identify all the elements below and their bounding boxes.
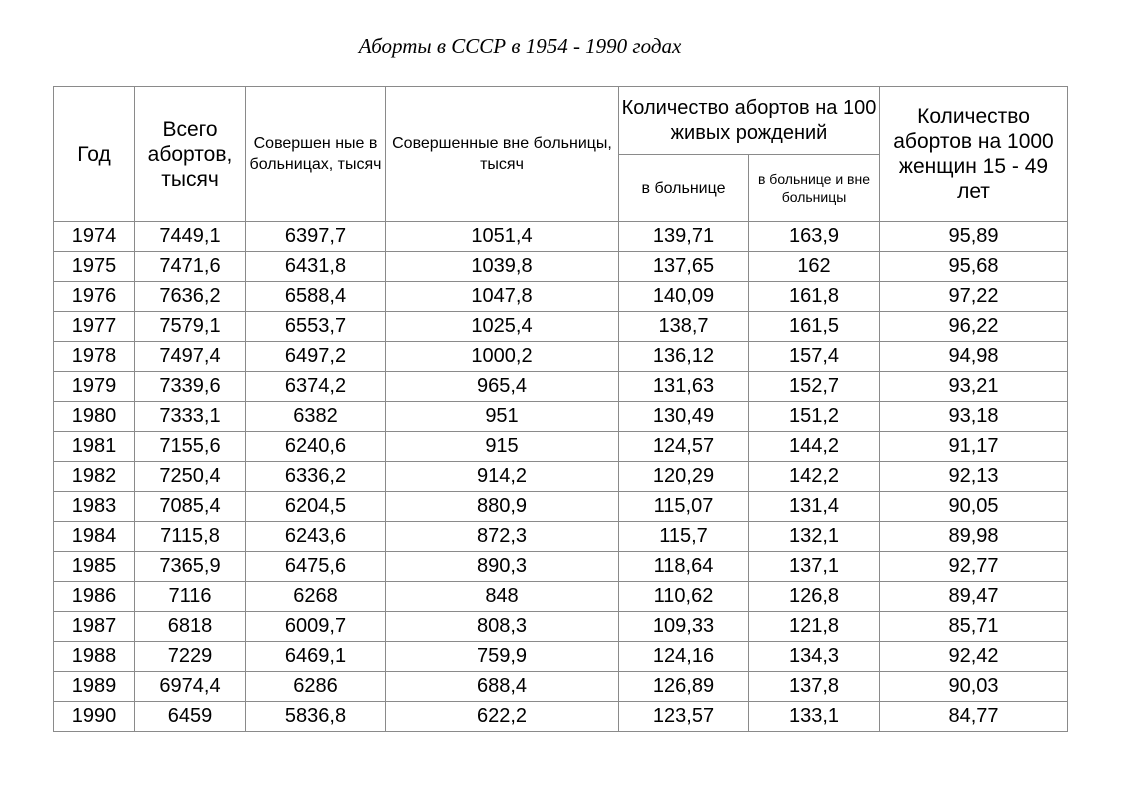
outside-hospital-cell: 808,3 <box>386 612 619 642</box>
per-1000-women-cell: 94,98 <box>880 342 1068 372</box>
per-100-in-and-out-cell: 162 <box>749 252 880 282</box>
outside-hospital-cell: 890,3 <box>386 552 619 582</box>
year-cell: 1974 <box>54 222 135 252</box>
per-100-in-and-out-cell: 121,8 <box>749 612 880 642</box>
per-1000-women-cell: 90,05 <box>880 492 1068 522</box>
in-hospital-cell: 5836,8 <box>246 702 386 732</box>
per-1000-women-cell: 95,89 <box>880 222 1068 252</box>
outside-hospital-cell: 914,2 <box>386 462 619 492</box>
total-cell: 6459 <box>135 702 246 732</box>
per-1000-women-cell: 97,22 <box>880 282 1068 312</box>
per-1000-women-cell: 89,98 <box>880 522 1068 552</box>
table-row <box>54 582 1068 612</box>
per-100-in-hospital-cell: 115,07 <box>619 492 749 522</box>
per-1000-women-cell: 92,77 <box>880 552 1068 582</box>
per-100-in-hospital-cell: 123,57 <box>619 702 749 732</box>
per-1000-women-cell: 85,71 <box>880 612 1068 642</box>
outside-hospital-cell: 1047,8 <box>386 282 619 312</box>
year-cell: 1983 <box>54 492 135 522</box>
in-hospital-cell: 6431,8 <box>246 252 386 282</box>
year-cell: 1978 <box>54 342 135 372</box>
total-cell: 7333,1 <box>135 402 246 432</box>
in-hospital-cell: 6336,2 <box>246 462 386 492</box>
outside-hospital-cell: 688,4 <box>386 672 619 702</box>
total-cell: 7250,4 <box>135 462 246 492</box>
in-hospital-cell: 6268 <box>246 582 386 612</box>
page-title: Аборты в СССР в 1954 - 1990 годах <box>358 34 682 58</box>
table-row <box>54 492 1068 522</box>
header-year: Год <box>54 87 135 222</box>
abortion-statistics-table <box>53 86 1068 732</box>
table-row <box>54 372 1068 402</box>
in-hospital-cell: 6469,1 <box>246 642 386 672</box>
year-cell: 1980 <box>54 402 135 432</box>
per-1000-women-cell: 95,68 <box>880 252 1068 282</box>
header-in-hospital: Совершен ные в больницах, тысяч <box>246 87 386 222</box>
in-hospital-cell: 6382 <box>246 402 386 432</box>
per-100-in-and-out-cell: 126,8 <box>749 582 880 612</box>
total-cell: 6818 <box>135 612 246 642</box>
per-100-in-and-out-cell: 131,4 <box>749 492 880 522</box>
per-100-in-hospital-cell: 140,09 <box>619 282 749 312</box>
year-cell: 1989 <box>54 672 135 702</box>
per-1000-women-cell: 92,13 <box>880 462 1068 492</box>
per-100-in-and-out-cell: 151,2 <box>749 402 880 432</box>
per-100-in-and-out-cell: 161,8 <box>749 282 880 312</box>
per-100-in-and-out-cell: 157,4 <box>749 342 880 372</box>
per-100-in-and-out-cell: 132,1 <box>749 522 880 552</box>
table-row <box>54 432 1068 462</box>
in-hospital-cell: 6240,6 <box>246 432 386 462</box>
year-cell: 1986 <box>54 582 135 612</box>
per-100-in-hospital-cell: 136,12 <box>619 342 749 372</box>
outside-hospital-cell: 872,3 <box>386 522 619 552</box>
table-row <box>54 702 1068 732</box>
per-100-in-and-out-cell: 142,2 <box>749 462 880 492</box>
in-hospital-cell: 6374,2 <box>246 372 386 402</box>
table-row <box>54 552 1068 582</box>
per-100-in-hospital-cell: 131,63 <box>619 372 749 402</box>
outside-hospital-cell: 1039,8 <box>386 252 619 282</box>
per-100-in-hospital-cell: 110,62 <box>619 582 749 612</box>
per-100-in-hospital-cell: 115,7 <box>619 522 749 552</box>
in-hospital-cell: 6204,5 <box>246 492 386 522</box>
per-1000-women-cell: 90,03 <box>880 672 1068 702</box>
year-cell: 1985 <box>54 552 135 582</box>
total-cell: 7365,9 <box>135 552 246 582</box>
outside-hospital-cell: 1051,4 <box>386 222 619 252</box>
per-1000-women-cell: 93,18 <box>880 402 1068 432</box>
per-100-in-hospital-cell: 124,16 <box>619 642 749 672</box>
header-per-1000-women: Количество абортов на 1000 женщин 15 - 49 лет <box>880 87 1068 222</box>
outside-hospital-cell: 880,9 <box>386 492 619 522</box>
year-cell: 1977 <box>54 312 135 342</box>
table-body <box>54 222 1068 732</box>
total-cell: 7449,1 <box>135 222 246 252</box>
total-cell: 7636,2 <box>135 282 246 312</box>
per-100-in-and-out-cell: 152,7 <box>749 372 880 402</box>
in-hospital-cell: 6009,7 <box>246 612 386 642</box>
table-row <box>54 282 1068 312</box>
year-cell: 1975 <box>54 252 135 282</box>
outside-hospital-cell: 951 <box>386 402 619 432</box>
year-cell: 1984 <box>54 522 135 552</box>
per-100-in-and-out-cell: 144,2 <box>749 432 880 462</box>
in-hospital-cell: 6475,6 <box>246 552 386 582</box>
table-row <box>54 522 1068 552</box>
year-cell: 1981 <box>54 432 135 462</box>
per-100-in-and-out-cell: 163,9 <box>749 222 880 252</box>
outside-hospital-cell: 1025,4 <box>386 312 619 342</box>
year-cell: 1990 <box>54 702 135 732</box>
in-hospital-cell: 6243,6 <box>246 522 386 552</box>
total-cell: 7116 <box>135 582 246 612</box>
per-100-in-hospital-cell: 137,65 <box>619 252 749 282</box>
per-100-in-and-out-cell: 137,8 <box>749 672 880 702</box>
total-cell: 7085,4 <box>135 492 246 522</box>
table-row <box>54 342 1068 372</box>
header-per-100-in-and-out: в больнице и вне больницы <box>749 155 880 222</box>
table-row <box>54 252 1068 282</box>
in-hospital-cell: 6588,4 <box>246 282 386 312</box>
per-100-in-hospital-cell: 118,64 <box>619 552 749 582</box>
in-hospital-cell: 6286 <box>246 672 386 702</box>
total-cell: 7579,1 <box>135 312 246 342</box>
table-header <box>54 87 1068 222</box>
outside-hospital-cell: 622,2 <box>386 702 619 732</box>
total-cell: 7497,4 <box>135 342 246 372</box>
in-hospital-cell: 6397,7 <box>246 222 386 252</box>
year-cell: 1976 <box>54 282 135 312</box>
per-1000-women-cell: 92,42 <box>880 642 1068 672</box>
per-1000-women-cell: 89,47 <box>880 582 1068 612</box>
outside-hospital-cell: 1000,2 <box>386 342 619 372</box>
outside-hospital-cell: 848 <box>386 582 619 612</box>
in-hospital-cell: 6497,2 <box>246 342 386 372</box>
total-cell: 7229 <box>135 642 246 672</box>
per-1000-women-cell: 93,21 <box>880 372 1068 402</box>
total-cell: 7115,8 <box>135 522 246 552</box>
year-cell: 1982 <box>54 462 135 492</box>
per-100-in-and-out-cell: 134,3 <box>749 642 880 672</box>
per-100-in-hospital-cell: 120,29 <box>619 462 749 492</box>
total-cell: 7339,6 <box>135 372 246 402</box>
per-1000-women-cell: 84,77 <box>880 702 1068 732</box>
per-100-in-hospital-cell: 124,57 <box>619 432 749 462</box>
year-cell: 1987 <box>54 612 135 642</box>
per-100-in-and-out-cell: 161,5 <box>749 312 880 342</box>
in-hospital-cell: 6553,7 <box>246 312 386 342</box>
per-1000-women-cell: 91,17 <box>880 432 1068 462</box>
per-100-in-hospital-cell: 126,89 <box>619 672 749 702</box>
header-per-100-births: Количество абортов на 100 живых рождений <box>619 87 880 155</box>
table-row <box>54 462 1068 492</box>
year-cell: 1988 <box>54 642 135 672</box>
table-row <box>54 222 1068 252</box>
per-100-in-hospital-cell: 130,49 <box>619 402 749 432</box>
per-100-in-hospital-cell: 109,33 <box>619 612 749 642</box>
outside-hospital-cell: 965,4 <box>386 372 619 402</box>
header-total: Всего абортов, тысяч <box>135 87 246 222</box>
total-cell: 6974,4 <box>135 672 246 702</box>
table-row <box>54 402 1068 432</box>
table-row <box>54 672 1068 702</box>
table-row <box>54 642 1068 672</box>
per-100-in-and-out-cell: 137,1 <box>749 552 880 582</box>
per-100-in-hospital-cell: 139,71 <box>619 222 749 252</box>
total-cell: 7155,6 <box>135 432 246 462</box>
outside-hospital-cell: 915 <box>386 432 619 462</box>
outside-hospital-cell: 759,9 <box>386 642 619 672</box>
header-per-100-in-hospital: в больнице <box>619 155 749 222</box>
per-100-in-and-out-cell: 133,1 <box>749 702 880 732</box>
header-outside-hospital: Совершенные вне больницы, тысяч <box>386 87 619 222</box>
table-row <box>54 312 1068 342</box>
per-100-in-hospital-cell: 138,7 <box>619 312 749 342</box>
total-cell: 7471,6 <box>135 252 246 282</box>
year-cell: 1979 <box>54 372 135 402</box>
table-row <box>54 612 1068 642</box>
per-1000-women-cell: 96,22 <box>880 312 1068 342</box>
